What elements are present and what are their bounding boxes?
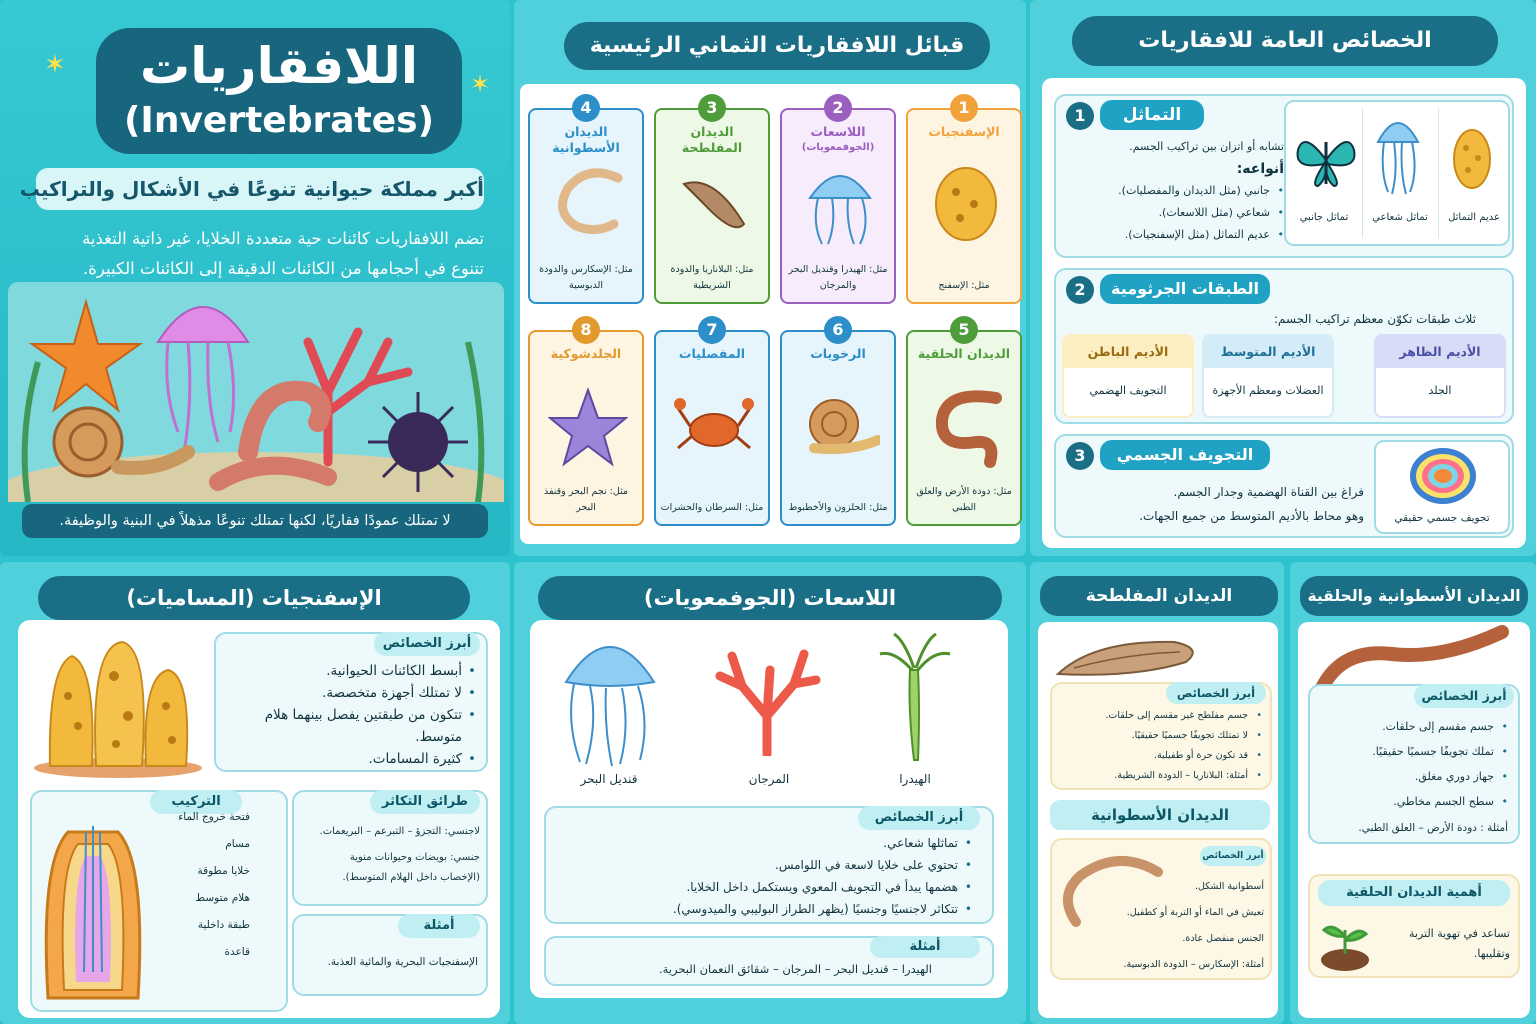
flatworm-icon (674, 164, 754, 248)
phylum-card (906, 330, 1022, 526)
phylum-name: الإسفنجيات (928, 124, 1000, 139)
intro-subtitle: أكبر مملكة حيوانية تنوعًا في الأشكال والتراكيب (36, 168, 484, 210)
symmetry-types-label: أنواعه: (1236, 161, 1284, 177)
cnidaria-examples-box (544, 936, 994, 986)
annelids-importance-label: أهمية الديدان الحلقية (1318, 880, 1510, 906)
phylum-card (528, 108, 644, 304)
phylum-name: الديدان الأسطوانية (552, 124, 620, 155)
roundworms-feature: أمثلة: الإسكارس – الدودة الدبوسية. (1123, 959, 1264, 970)
phylum-example: مثل: البلاناريا والدودة الشريطية (670, 264, 754, 291)
phyla-panel (514, 0, 1026, 556)
coelom-rings-icon (1408, 446, 1478, 506)
flatworms-feature: • أمثلة: البلاناريا – الدودة الشريطية. (1056, 766, 1262, 786)
germ-layer-name: الأديم الظاهر (1376, 336, 1504, 368)
annelids-importance-box (1308, 874, 1520, 978)
structure-label: فتحة خروج الماء (178, 811, 250, 823)
phylum-number-badge: 7 (698, 316, 726, 344)
cnidaria-image-caption: المرجان (748, 772, 790, 786)
germ-layer-derivative: العضلات ومعظم الأجهزة (1212, 384, 1324, 397)
flatworm-icon (1054, 634, 1204, 682)
annelids-features-list (1318, 714, 1508, 814)
layers-desc: ثلاث طبقات تكوّن معظم تراكيب الجسم: (1274, 312, 1476, 326)
symmetry-image-caption: تماثل جانبي (1299, 212, 1349, 223)
general-title: الخصائص العامة للافقاريات (1072, 16, 1498, 66)
cnidaria-examples: الهيدرا – قنديل البحر – المرجان – شقائق النعمان البحرية. (658, 962, 932, 976)
starfish-icon (548, 386, 628, 470)
symmetry-types-list (1064, 180, 1284, 246)
snail-icon (800, 386, 880, 470)
sponges-structure-label: التركيب (150, 790, 242, 814)
phylum-number-badge: 5 (950, 316, 978, 344)
coelom-number: 3 (1066, 442, 1094, 470)
germ-layer-card (1374, 334, 1506, 418)
phylum-name: المفصليات (678, 346, 746, 361)
cnidaria-image-caption: الهيدرا (899, 772, 931, 786)
annelids-title: الديدان الأسطوانية والحلقية (1300, 576, 1528, 616)
symmetry-desc: تشابه أو اتزان بين تراكيب الجسم. (1129, 140, 1284, 153)
symmetry-number: 1 (1066, 102, 1094, 130)
roundworm-icon (548, 164, 628, 248)
sponges-features-box (214, 632, 488, 772)
cnidaria-image-caption: قنديل البحر (580, 772, 638, 786)
germ-layer-card (1062, 334, 1194, 418)
structure-label: خلايا مطوقة (197, 865, 250, 877)
phylum-card (528, 330, 644, 526)
phylum-name: الرخويات (810, 346, 866, 361)
phylum-example: مثل: الإسفنج (938, 280, 990, 291)
plant-soil-icon (1318, 916, 1372, 972)
annelids-examples: أمثلة : دودة الأرض – العلق الطبي. (1358, 822, 1508, 834)
layers-number: 2 (1066, 276, 1094, 304)
phylum-example: مثل: دودة الأرض والعلق الطبي (916, 486, 1012, 513)
sponges-feature: • أبسط الكائنات الحيوانية. (228, 660, 476, 682)
sponges-feature: • كثيرة المسامات. (228, 748, 476, 770)
phylum-name: الديدان الحلقية (917, 346, 1011, 361)
sponges-structure-box (30, 790, 288, 1012)
flatworms-features-box (1050, 682, 1272, 790)
annelids-features-label: أبرز الخصائص (1414, 684, 1514, 708)
phylum-number-badge: 6 (824, 316, 852, 344)
coelom-diagram (1374, 440, 1510, 534)
jellyfish-icon (560, 632, 660, 768)
sponge-icon (30, 636, 206, 778)
intro-desc (26, 224, 484, 284)
germ-layer-name: الأديم المتوسط (1204, 336, 1332, 368)
sponges-panel (0, 562, 510, 1024)
sponges-title: الإسفنجيات (المساميات) (38, 576, 470, 620)
germ-layer-derivative: الجلد (1428, 384, 1452, 397)
coelom-caption: تجويف جسمي حقيقي (1394, 512, 1490, 524)
cnidaria-feature: • هضمها يبدأ في التجويف المعوي ويستكمل داخل الخلايا. (556, 876, 972, 898)
flatworms-panel (1030, 562, 1284, 1024)
roundworms-features-box (1050, 838, 1272, 980)
phylum-subname: (الجوفمعويات) (801, 142, 875, 153)
sponges-examples-box (292, 914, 488, 996)
germ-layer-derivative: التجويف الهضمي (1089, 384, 1167, 397)
flatworms-feature: • جسم مفلطح غير مقسم إلى حلقات. (1056, 706, 1262, 726)
annelids-panel (1290, 562, 1536, 1024)
sparkle-icon: ✶ (470, 70, 491, 98)
phylum-card (654, 108, 770, 304)
coelom-desc (1072, 480, 1364, 528)
layers-box (1054, 268, 1514, 424)
sponges-repro-text (300, 822, 480, 888)
flatworms-features-label: أبرز الخصائص (1166, 682, 1266, 704)
phylum-example: مثل: السرطان والحشرات (660, 502, 764, 513)
sponges-repro-box (292, 790, 488, 906)
symmetry-image-caption: تماثل شعاعي (1372, 212, 1428, 223)
crab-icon (674, 386, 754, 470)
sponge-cross-section-icon (38, 822, 148, 1002)
symmetry-type: • عديم التماثل (مثل الإسفنجيات). (1064, 224, 1284, 246)
hydra-icon (874, 630, 954, 766)
intro-panel (0, 0, 510, 556)
sponges-examples: الإسفنجيات البحرية والمائية العذبة. (327, 956, 478, 968)
divider (1362, 108, 1363, 238)
phyla-title: قبائل اللافقاريات الثماني الرئيسية (564, 22, 990, 70)
flatworms-title: الديدان المفلطحة (1040, 576, 1278, 616)
reef-illustration (8, 282, 504, 502)
symmetry-text (1064, 136, 1284, 246)
phylum-example: مثل: نجم البحر وقنفذ البحر (543, 486, 629, 513)
coelom-box (1054, 434, 1514, 538)
germ-layer-name: الأديم الباطن (1064, 336, 1192, 368)
intro-desc-line1: تضم اللافقاريات كائنات حية متعددة الخلايا، غير ذاتية التغذية (82, 229, 484, 248)
intro-footer: لا تمتلك عمودًا فقاريًا، لكنها تمتلك تنوعًا مذهلاً في البنية والوظيفة. (22, 504, 488, 538)
symmetry-box (1054, 94, 1514, 258)
symmetry-images (1284, 100, 1510, 246)
intro-title-en: (Invertebrates) (123, 100, 435, 141)
phylum-number-badge: 1 (950, 94, 978, 122)
flatworms-features-list (1056, 706, 1262, 786)
annelids-feature: • سطح الجسم مخاطي. (1318, 789, 1508, 814)
structure-label: طبقة داخلية (197, 919, 250, 931)
roundworms-feature: أسطوانية الشكل. (1194, 881, 1264, 892)
sponges-examples-label: أمثلة (398, 914, 480, 938)
cnidaria-features-list (556, 832, 972, 920)
intro-title-ar: اللافقاريات (140, 37, 418, 95)
phylum-card (780, 108, 896, 304)
structure-label: مسام (225, 838, 250, 850)
structure-label: قاعدة (224, 946, 250, 958)
roundworms-feature: الجنس منفصل عادة. (1182, 933, 1264, 944)
phylum-name: اللاسعات (الجوفمعويات) (786, 124, 890, 156)
annelids-feature: • جهاز دوري مغلق. (1318, 764, 1508, 789)
symmetry-title: التماثل (1100, 100, 1204, 130)
roundworms-title: الديدان الأسطوانية (1050, 800, 1270, 830)
roundworms-features-label: أبرز الخصائص (1200, 846, 1266, 866)
annelids-feature: • جسم مقسم إلى حلقات. (1318, 714, 1508, 739)
sponges-feature: • لا تمتلك أجهزة متخصصة. (228, 682, 476, 704)
symmetry-image-caption: عديم التماثل (1448, 212, 1500, 223)
phylum-number-badge: 3 (698, 94, 726, 122)
sponge-icon (1452, 128, 1492, 190)
structure-label: هلام متوسط (195, 892, 250, 904)
cnidaria-examples-label: أمثلة (870, 936, 980, 958)
butterfly-icon (1294, 130, 1358, 190)
cnidaria-panel (514, 562, 1026, 1024)
coelom-desc-line1: فراغ بين القناة الهضمية وجدار الجسم. (1173, 485, 1364, 499)
intro-title-box (96, 28, 462, 154)
phylum-card (780, 330, 896, 526)
layers-title: الطبقات الجرثومية (1100, 274, 1270, 304)
cnidaria-features-box (544, 806, 994, 924)
sponges-features-label: أبرز الخصائص (374, 632, 480, 656)
germ-layer-card (1202, 334, 1334, 418)
flatworms-feature: • قد تكون حرة أو طفيلية. (1056, 746, 1262, 766)
sponges-feature: • تتكون من طبقتين يفصل بينهما هلام متوسط. (228, 704, 476, 748)
repro-line: جنسي: بويضات وحيوانات منوية (349, 852, 480, 863)
annelids-features-box (1308, 684, 1520, 844)
sponges-features-list (228, 660, 476, 770)
jellyfish-icon (1374, 112, 1422, 196)
phylum-example: مثل: الإسكارس والدودة الدبوسية (539, 264, 633, 291)
annelids-importance: تساعد في تهوية التربة وتقليبها. (1408, 927, 1510, 960)
divider (1438, 108, 1439, 238)
cnidaria-feature: • تتكاثر لاجنسيًا وجنسيًا (يظهر الطراز البوليبي والميدوسي). (556, 898, 972, 920)
intro-desc-line2: تتنوع في أحجامها من الكائنات الدقيقة إلى الكائنات الكبيرة. (83, 259, 484, 278)
phylum-example: مثل: الحلزون والأخطبوط (788, 502, 888, 513)
cnidaria-features-label: أبرز الخصائص (858, 806, 980, 830)
sparkle-icon: ✶ (44, 50, 66, 80)
phylum-example: مثل: الهيدرا وقنديل البحر والمرجان (788, 264, 888, 291)
roundworms-features-list (1056, 874, 1264, 978)
flatworms-feature: • لا تمتلك تجويفًا جسميًا حقيقيًا. (1056, 726, 1262, 746)
phylum-card (654, 330, 770, 526)
sponge-icon (926, 164, 1006, 248)
phylum-name: الجلدشوكية (550, 346, 622, 361)
coelom-desc-line2: وهو محاط بالأديم المتوسط من جميع الجهات. (1139, 509, 1364, 523)
coral-icon (712, 646, 822, 756)
coelom-title: التجويف الجسمي (1100, 440, 1270, 470)
repro-line: لاجنسي: التجزؤ – التبرعم – البريعمات. (319, 826, 480, 837)
sponges-repro-label: طرائق التكاثر (370, 790, 480, 814)
phylum-number-badge: 2 (824, 94, 852, 122)
symmetry-type: • جانبي (مثل الديدان والمفصليات). (1064, 180, 1284, 202)
symmetry-type: • شعاعي (مثل اللاسعات). (1064, 202, 1284, 224)
phylum-card (906, 108, 1022, 304)
cnidaria-feature: • تماثلها شعاعي. (556, 832, 972, 854)
cnidaria-title: اللاسعات (الجوفمعويات) (538, 576, 1002, 620)
cnidaria-feature: • تحتوي على خلايا لاسعة في اللوامس. (556, 854, 972, 876)
jellyfish-icon (800, 164, 880, 248)
repro-line: (الإخصاب داخل الهلام المتوسط). (342, 872, 480, 883)
annelids-feature: • تملك تجويفًا جسميًا حقيقيًا. (1318, 739, 1508, 764)
general-panel (1030, 0, 1536, 556)
phylum-name: الديدان المفلطحة (681, 124, 743, 155)
phylum-number-badge: 8 (572, 316, 600, 344)
phylum-number-badge: 4 (572, 94, 600, 122)
earthworm-icon (926, 386, 1006, 470)
sponges-structure-labels (150, 804, 250, 966)
roundworms-feature: تعيش في الماء أو التربة أو كطفيل. (1126, 907, 1264, 918)
